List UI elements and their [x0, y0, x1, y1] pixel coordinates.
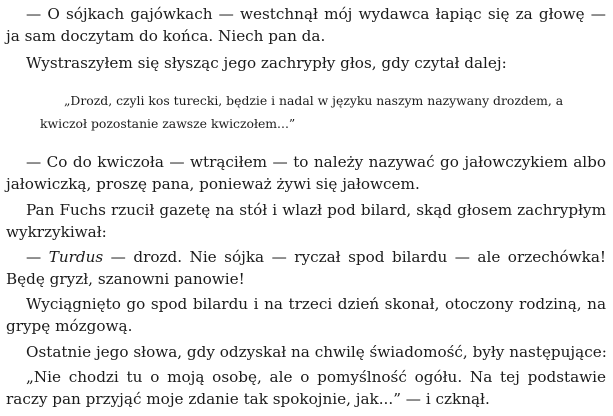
turdus-prefix: —	[26, 248, 49, 266]
paragraph-final-quote: „Nie chodzi tu o moją osobę, ale o pomyślność ogółu. Na tej podstawie raczy pan przyjąć moje zdanie tak spokojnie, jak...” — i czknął.	[6, 368, 606, 409]
quote-drozd: „Drozd, czyli kos turecki, będzie i nadal w języku naszym nazywany drozdem, a kwiczoł pozostanie zawsze kwiczołem...”	[40, 93, 564, 131]
paragraph-pulled-out: Wyciągnięto go spod bilardu i na trzeci dzień skonał, otoczony rodziną, na grypę mózgową.	[6, 295, 606, 336]
turdus-italic: Turdus	[48, 248, 104, 266]
paragraph-last-words: Ostatnie jego słowa, gdy odzyskał na chwilę świadomość, były następujące:	[26, 343, 607, 361]
paragraph-fuchs-billiard: Pan Fuchs rzucił gazetę na stół i wlazł pod bilard, skąd głosem zachrypłym wykrzykiwał:	[6, 201, 606, 242]
turdus-rest: — drozd. Nie sójka — ryczał spod bilardu — ale orzechówka! Będę gryzł, szanowni panowie!	[6, 248, 606, 289]
paragraph-publisher-sigh: — O sójkach gajówkach — westchnął mój wydawca łapiąc się za głowę — ja sam doczytam do końca. Niech pan da.	[6, 5, 606, 46]
paragraph-turdus	[6, 246, 606, 291]
paragraph-frightened: Wystraszyłem się słysząc jego zachrypły głos, gdy czytał dalej:	[26, 54, 507, 72]
paragraph-kwiczol: — Co do kwiczoła — wtrąciłem — to należy nazywać go jałowczykiem albo jałowiczką, proszę pana, ponieważ żywi się jałowcem.	[6, 153, 606, 194]
